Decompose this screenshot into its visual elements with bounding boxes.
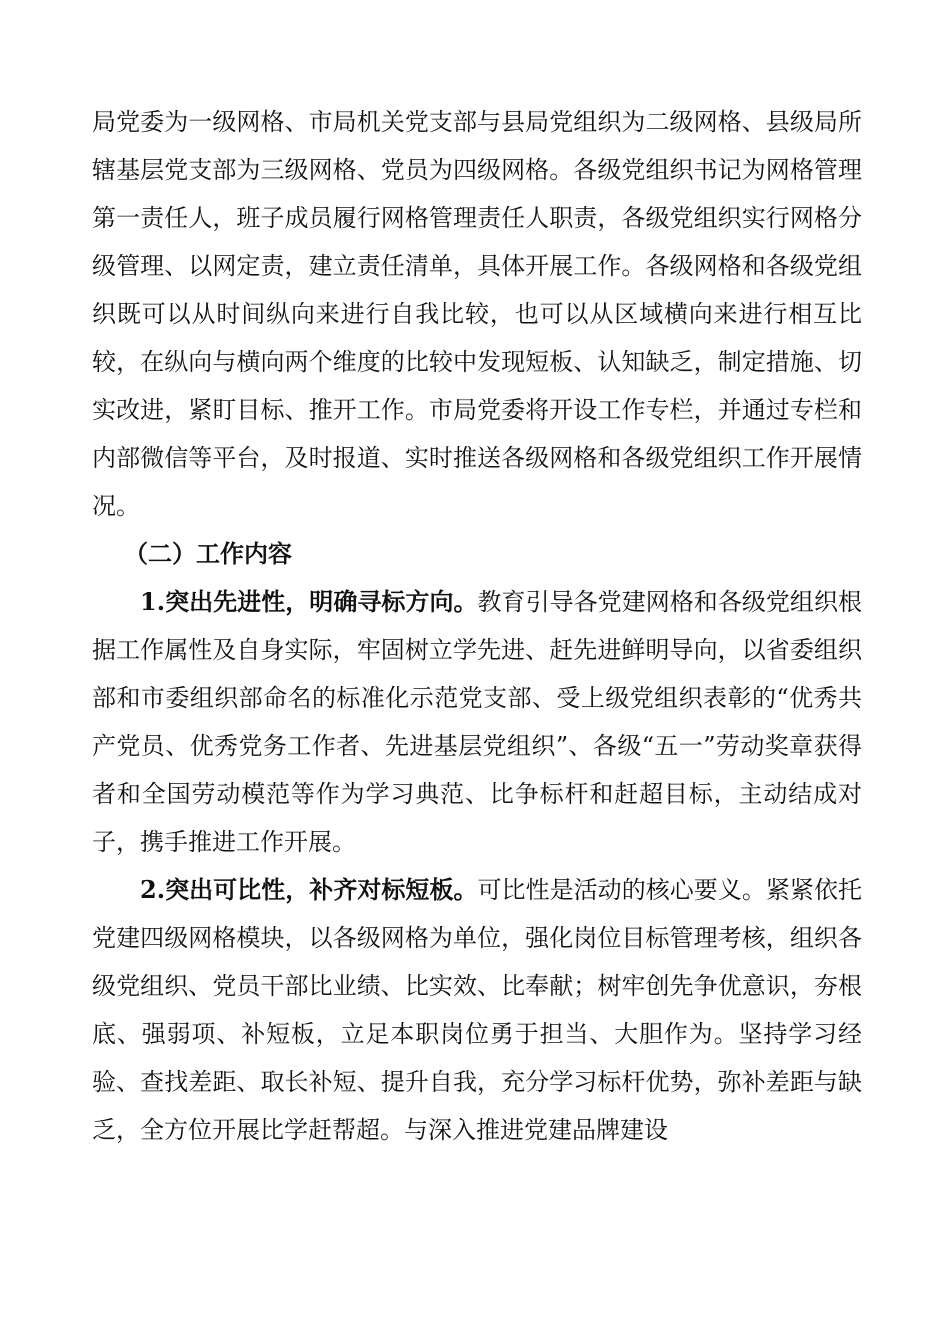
item-2-body: 可比性是活动的核心要义。紧紧依托党建四级网格模块，以各级网格为单位，强化岗位目标管理考核，组织各级党组织、党员干部比业绩、比实效、比奉献；树牢创先争优意识，夯根底、强弱项、补短板，立足本职岗位勇于担当、大胆作为。坚持学习经验、查找差距、取长补短、提升自我，充分学习标杆优势，弥补差距与缺乏，全方位开展比学赶帮超。与深入推进党建品牌建设	[92, 876, 862, 1144]
item-1-lead: 1.突出先进性，明确寻标方向。	[140, 587, 478, 616]
document-page	[92, 98, 862, 1154]
item-1-body: 教育引导各党建网格和各级党组织根据工作属性及自身实际，牢固树立学先进、赶先进鲜明导向，以省委组织部和市委组织部命名的标准化示范党支部、受上级党组织表彰的“优秀共产党员、优秀党务工作者、先进基层党组织”、各级“五一”劳动奖章获得者和全国劳动模范等作为学习典范、比争标杆和赶超目标，主动结成对子，携手推进工作开展。	[92, 588, 862, 856]
item-2-lead: 2.突出可比性，补齐对标短板。	[140, 875, 478, 904]
paragraph-item-2	[92, 866, 862, 1154]
paragraph-grid-structure: 局党委为一级网格、市局机关党支部与县局党组织为二级网格、县级局所辖基层党支部为三级网格、党员为四级网格。各级党组织书记为网格管理第一责任人，班子成员履行网格管理责任人职责，各级党组织实行网格分级管理、以网定责，建立责任清单，具体开展工作。各级网格和各级党组织既可以从时间纵向来进行自我比较，也可以从区域横向来进行相互比较，在纵向与横向两个维度的比较中发现短板、认知缺乏，制定措施、切实改进，紧盯目标、推开工作。市局党委将开设工作专栏，并通过专栏和内部微信等平台，及时报道、实时推送各级网格和各级党组织工作开展情况。	[92, 108, 862, 520]
paragraph-item-1	[92, 578, 862, 866]
section-heading-work-content: （二）工作内容	[124, 539, 292, 568]
